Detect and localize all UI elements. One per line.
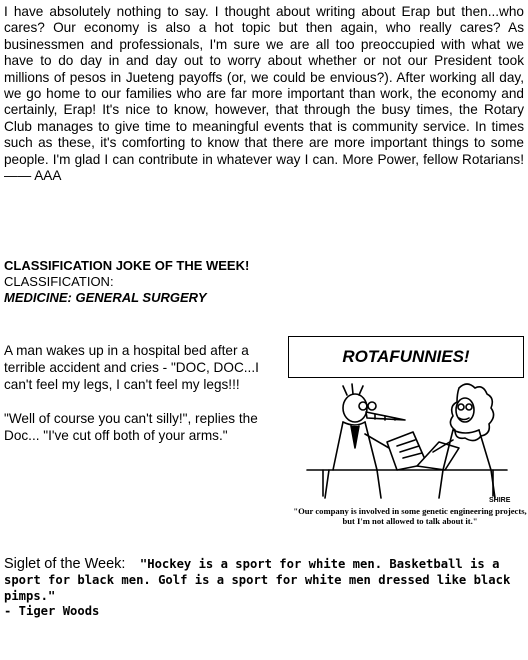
siglet-section: [4, 556, 526, 619]
classification-title: CLASSIFICATION JOKE OF THE WEEK!: [4, 258, 250, 273]
siglet-quote: "Hockey is a sport for white men. Basketball is a sport for black men. Golf is a sport for white men dressed like black pimps.": [4, 557, 511, 603]
cartoon-caption: "Our company is involved in some genetic engineering projects, but I'm not allowed to talk about it.": [293, 506, 527, 526]
rotafunnies-title: ROTAFUNNIES!: [342, 347, 470, 366]
intro-paragraph: I have absolutely nothing to say. I thought about writing about Erap but then...who cares? Our economy is also a hot topic but then again, who really cares? As businessmen and professionals, I'm sure we are all too preoccupied with what we have to do day in and day out to worry about whether or not our President took millions of pesos in Jueteng payoffs (or, we could be envious?). After working all day, we go home to our families who are far more important than work, the economy and certainly, Erap! It's nice to know, however, that through the busy times, the Rotary Club manages to give time to meaningful events that is community service. In times such as these, it's comforting to know that there are more important things to some people. I'm glad I can contribute in whatever way I can. More Power, fellow Rotarians! —— AAA: [4, 4, 524, 184]
siglet-label: Siglet of the Week:: [4, 556, 126, 572]
cartoon-illustration: [293, 378, 523, 508]
rotafunnies-title-box: [288, 336, 524, 378]
siglet-author: - Tiger Woods: [4, 604, 100, 618]
joke-text: [4, 342, 282, 444]
joke-paragraph: "Well of course you can't silly!", replies the Doc... "I've cut off both of your arms.": [4, 411, 258, 443]
classification-label: CLASSIFICATION:: [4, 274, 114, 289]
joke-paragraph: A man wakes up in a hospital bed after a terrible accident and cries - "DOC, DOC...I can't feel my legs, I can't feel my legs!!!: [4, 343, 259, 392]
classification-value: MEDICINE: GENERAL SURGERY: [4, 290, 207, 305]
cartoon-signature: SHIRE: [489, 497, 511, 504]
